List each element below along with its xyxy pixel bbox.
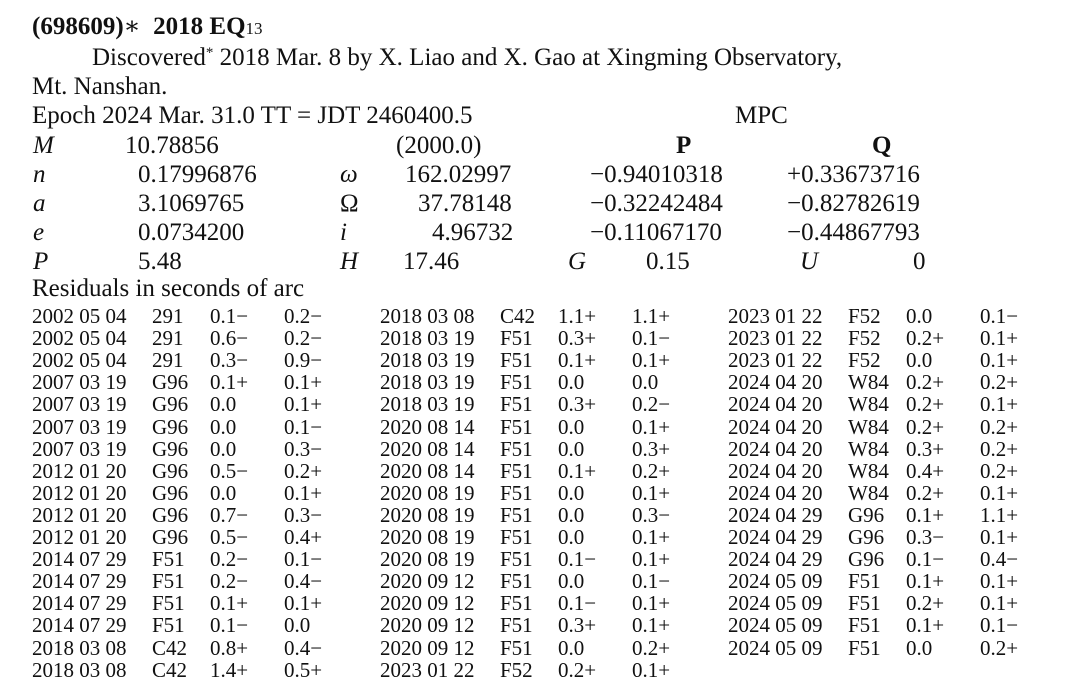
residual-ra: 0.1+: [906, 613, 945, 638]
residual-dec: 0.4−: [980, 547, 1019, 572]
label-e: e: [33, 219, 45, 246]
residual-ra: 0.0: [906, 304, 933, 328]
i-p-value: −0.11067170: [590, 219, 722, 246]
label-G: G: [568, 248, 587, 275]
residual-ra: 0.2−: [210, 569, 249, 594]
observatory-code: G96: [152, 436, 189, 461]
residual-ra: 0.1−: [210, 613, 249, 638]
residual-dec: 0.5+: [284, 657, 323, 682]
observatory-code: F51: [152, 547, 185, 572]
source-label: MPC: [735, 102, 788, 129]
residual-date: 2014 07 29: [32, 547, 127, 572]
residual-date: 2024 04 29: [728, 547, 823, 572]
residual-dec: 0.9−: [284, 348, 323, 373]
residual-dec: 0.1+: [632, 525, 671, 549]
residual-dec: 0.4+: [284, 525, 323, 549]
residual-date: 2002 05 04: [32, 326, 127, 351]
q-vector-header: Q: [872, 132, 892, 159]
residual-ra: 0.2+: [906, 392, 945, 417]
residual-ra: 0.1−: [558, 591, 597, 616]
residual-dec: 0.2−: [284, 326, 323, 351]
observatory-code: F52: [848, 348, 881, 373]
residual-ra: 0.0: [558, 569, 585, 594]
residual-ra: 0.3+: [558, 613, 597, 638]
residual-date: 2018 03 19: [380, 326, 475, 351]
equinox-label: (2000.0): [396, 132, 482, 159]
residuals-heading: Residuals in seconds of arc: [32, 275, 305, 302]
residual-ra: 0.0: [558, 525, 585, 549]
residual-dec: 0.3−: [284, 436, 323, 461]
residual-ra: 0.6−: [210, 326, 249, 351]
residual-dec: 0.2+: [980, 370, 1019, 395]
observatory-code: W84: [848, 436, 889, 461]
residual-dec: 0.1+: [980, 525, 1019, 549]
residual-date: 2024 04 29: [728, 525, 823, 549]
residual-date: 2020 08 19: [380, 525, 475, 549]
value-H: 17.46: [403, 248, 460, 275]
residual-date: 2024 04 20: [728, 436, 823, 461]
residual-ra: 0.1+: [906, 502, 945, 527]
residual-date: 2024 05 09: [728, 569, 823, 594]
residual-date: 2020 08 14: [380, 436, 475, 461]
residual-date: 2024 04 20: [728, 370, 823, 395]
observatory-code: F51: [152, 613, 185, 638]
observatory-code: F51: [500, 348, 533, 373]
residual-date: 2023 01 22: [728, 304, 823, 328]
residual-dec: 0.1+: [632, 480, 671, 505]
residual-date: 2018 03 08: [380, 304, 475, 328]
residual-date: 2007 03 19: [32, 392, 127, 417]
observatory-code: F51: [500, 502, 533, 527]
residual-ra: 0.0: [558, 635, 585, 660]
residual-date: 2024 05 09: [728, 635, 823, 660]
value-G: 0.15: [646, 248, 690, 275]
residual-date: 2020 08 14: [380, 414, 475, 439]
residual-dec: 0.2+: [632, 635, 671, 660]
Omega-q-value: −0.82782619: [787, 190, 920, 217]
residual-dec: 0.2+: [980, 436, 1019, 461]
residual-ra: 0.1+: [558, 348, 597, 373]
residual-dec: 0.1+: [980, 392, 1019, 417]
value-e: 0.0734200: [138, 219, 245, 246]
residual-ra: 0.5−: [210, 458, 249, 483]
residual-dec: 0.2+: [632, 458, 671, 483]
residual-dec: 0.2−: [632, 392, 671, 417]
residual-date: 2023 01 22: [728, 348, 823, 373]
residual-ra: 0.2+: [906, 370, 945, 395]
observatory-code: G96: [152, 480, 189, 505]
discovery-footnote-mark: *: [205, 45, 214, 61]
residual-date: 2024 05 09: [728, 591, 823, 616]
residual-ra: 0.0: [558, 370, 585, 395]
residual-ra: 0.1+: [210, 591, 249, 616]
residual-ra: 0.2+: [558, 657, 597, 682]
observatory-code: C42: [152, 635, 188, 660]
observatory-code: F51: [500, 414, 533, 439]
observatory-code: F51: [500, 392, 533, 417]
residual-date: 2023 01 22: [380, 657, 475, 682]
value-a: 3.1069765: [138, 190, 245, 217]
label-Omega: Ω: [340, 190, 359, 217]
residual-dec: 0.4−: [284, 569, 323, 594]
residual-ra: 0.0: [558, 502, 585, 527]
residual-dec: 0.1−: [980, 304, 1019, 328]
label-a: a: [33, 190, 46, 217]
observatory-code: F52: [848, 326, 881, 351]
residual-date: 2007 03 19: [32, 370, 127, 395]
observatory-code: F51: [500, 458, 533, 483]
residual-dec: 1.1+: [632, 304, 671, 328]
residual-date: 2014 07 29: [32, 569, 127, 594]
residual-ra: 0.1−: [906, 547, 945, 572]
residual-ra: 0.2+: [906, 480, 945, 505]
residual-ra: 0.0: [558, 436, 585, 461]
discovery-line-1: [92, 45, 842, 70]
omega-q-value: +0.33673716: [787, 161, 920, 188]
residual-ra: 0.0: [558, 414, 585, 439]
residual-date: 2020 09 12: [380, 613, 475, 638]
residual-date: 2012 01 20: [32, 525, 127, 549]
value-Omega: 37.78148: [418, 190, 512, 217]
residual-date: 2020 09 12: [380, 635, 475, 660]
residual-ra: 0.3−: [906, 525, 945, 549]
observatory-code: G96: [152, 370, 189, 395]
label-omega: ω: [340, 161, 358, 188]
residual-dec: 0.1+: [284, 591, 323, 616]
residual-ra: 0.3+: [906, 436, 945, 461]
residual-date: 2014 07 29: [32, 613, 127, 638]
Omega-p-value: −0.32242484: [590, 190, 723, 217]
residual-ra: 0.2+: [906, 326, 945, 351]
observatory-code: 291: [152, 304, 184, 328]
residual-dec: 0.1+: [284, 370, 323, 395]
object-number: (698609): [32, 13, 124, 40]
observatory-code: F51: [500, 480, 533, 505]
residual-ra: 0.3−: [210, 348, 249, 373]
residual-date: 2012 01 20: [32, 502, 127, 527]
observatory-code: W84: [848, 392, 889, 417]
residual-dec: 0.1+: [980, 591, 1019, 616]
residual-dec: 0.1+: [284, 392, 323, 417]
label-period: P: [33, 248, 49, 275]
observatory-code: W84: [848, 370, 889, 395]
residual-date: 2012 01 20: [32, 458, 127, 483]
residual-ra: 0.0: [906, 635, 933, 660]
residual-dec: 0.1−: [284, 414, 323, 439]
residual-date: 2023 01 22: [728, 326, 823, 351]
residual-dec: 0.3−: [632, 502, 671, 527]
residual-ra: 0.0: [210, 414, 237, 439]
residual-ra: 0.1−: [210, 304, 249, 328]
value-i: 4.96732: [432, 219, 514, 246]
observatory-code: F51: [500, 326, 533, 351]
observatory-code: F51: [500, 547, 533, 572]
observatory-code: F51: [152, 569, 185, 594]
residual-dec: 0.1+: [632, 348, 671, 373]
residual-ra: 0.1+: [558, 458, 597, 483]
observatory-code: G96: [152, 502, 189, 527]
discovery-text-a: Discovered: [92, 44, 206, 71]
residual-ra: 0.0: [210, 436, 237, 461]
residual-dec: 0.0: [632, 370, 659, 395]
residual-dec: 0.1+: [632, 547, 671, 572]
residual-dec: 0.1+: [632, 657, 671, 682]
residual-date: 2020 08 19: [380, 480, 475, 505]
residual-ra: 0.3+: [558, 326, 597, 351]
observatory-code: F51: [500, 569, 533, 594]
p-vector-header: P: [676, 132, 692, 159]
residual-date: 2018 03 08: [32, 657, 127, 682]
residual-ra: 0.5−: [210, 525, 249, 549]
value-n: 0.17996876: [138, 161, 257, 188]
observatory-code: F51: [500, 591, 533, 616]
residual-ra: 0.2+: [906, 591, 945, 616]
label-n: n: [33, 161, 46, 188]
observatory-code: G96: [152, 525, 189, 549]
residual-date: 2024 04 20: [728, 480, 823, 505]
residual-date: 2002 05 04: [32, 304, 127, 328]
object-designation: 2018 EQ: [153, 13, 246, 40]
residual-date: 2014 07 29: [32, 591, 127, 616]
observatory-code: F51: [848, 635, 881, 660]
residual-dec: 0.1+: [632, 414, 671, 439]
observatory-code: F51: [500, 613, 533, 638]
residual-date: 2018 03 19: [380, 348, 475, 373]
residual-ra: 0.3+: [558, 392, 597, 417]
residual-dec: 0.3−: [284, 502, 323, 527]
observatory-code: 291: [152, 326, 184, 351]
observatory-code: W84: [848, 458, 889, 483]
residual-date: 2012 01 20: [32, 480, 127, 505]
residual-ra: 1.4+: [210, 657, 249, 682]
residual-date: 2024 04 20: [728, 458, 823, 483]
label-U: U: [800, 248, 819, 275]
label-H: H: [340, 248, 359, 275]
residual-dec: 0.0: [284, 613, 311, 638]
residual-date: 2024 04 20: [728, 392, 823, 417]
observatory-code: F51: [848, 613, 881, 638]
discovery-line-2: Mt. Nanshan.: [32, 73, 168, 100]
observatory-code: W84: [848, 414, 889, 439]
residual-dec: 0.1+: [980, 569, 1019, 594]
observatory-code: G96: [848, 502, 885, 527]
residual-dec: 0.1+: [632, 591, 671, 616]
label-M: M: [33, 132, 54, 159]
residual-date: 2020 08 14: [380, 458, 475, 483]
value-U: 0: [913, 248, 926, 275]
residual-date: 2020 09 12: [380, 569, 475, 594]
residual-ra: 0.0: [210, 480, 237, 505]
residual-ra: 1.1+: [558, 304, 597, 328]
residual-date: 2024 04 20: [728, 414, 823, 439]
value-M: 10.78856: [125, 132, 219, 159]
object-title: [32, 14, 263, 39]
residual-date: 2002 05 04: [32, 348, 127, 373]
i-q-value: −0.44867793: [787, 219, 920, 246]
value-omega: 162.02997: [405, 161, 512, 188]
residual-ra: 0.8+: [210, 635, 249, 660]
observatory-code: G96: [848, 525, 885, 549]
residual-ra: 0.0: [210, 392, 237, 417]
observatory-code: F51: [500, 525, 533, 549]
value-period: 5.48: [138, 248, 182, 275]
residual-ra: 0.1+: [210, 370, 249, 395]
residual-date: 2024 04 29: [728, 502, 823, 527]
residual-dec: 0.1+: [632, 613, 671, 638]
residual-date: 2007 03 19: [32, 436, 127, 461]
residual-dec: 0.2+: [980, 414, 1019, 439]
observatory-code: G96: [152, 458, 189, 483]
residual-dec: 1.1+: [980, 502, 1019, 527]
residual-dec: 0.1+: [980, 348, 1019, 373]
residual-dec: 0.1−: [980, 613, 1019, 638]
residual-dec: 0.1−: [632, 326, 671, 351]
epoch-line: Epoch 2024 Mar. 31.0 TT = JDT 2460400.5: [32, 102, 473, 129]
residual-ra: 0.0: [558, 480, 585, 505]
residual-ra: 0.1−: [558, 547, 597, 572]
observatory-code: C42: [500, 304, 536, 328]
residual-ra: 0.4+: [906, 458, 945, 483]
residual-dec: 0.1+: [284, 480, 323, 505]
title-star: ∗: [123, 13, 141, 40]
observatory-code: F52: [848, 304, 881, 328]
observatory-code: F51: [500, 635, 533, 660]
residual-date: 2024 05 09: [728, 613, 823, 638]
observatory-code: F51: [152, 591, 185, 616]
residual-dec: 0.2+: [980, 458, 1019, 483]
residual-date: 2020 08 19: [380, 502, 475, 527]
residual-ra: 0.7−: [210, 502, 249, 527]
observatory-code: F51: [500, 370, 533, 395]
residual-date: 2018 03 19: [380, 392, 475, 417]
residual-date: 2020 09 12: [380, 591, 475, 616]
residual-dec: 0.1−: [284, 547, 323, 572]
observatory-code: W84: [848, 480, 889, 505]
designation-subscript: 13: [245, 19, 263, 38]
residual-date: 2018 03 08: [32, 635, 127, 660]
observatory-code: G96: [848, 547, 885, 572]
residual-dec: 0.2+: [980, 635, 1019, 660]
residual-dec: 0.1+: [980, 326, 1019, 351]
residual-date: 2020 08 19: [380, 547, 475, 572]
observatory-code: G96: [152, 392, 189, 417]
observatory-code: F52: [500, 657, 533, 682]
residual-ra: 0.1+: [906, 569, 945, 594]
residual-date: 2007 03 19: [32, 414, 127, 439]
label-i: i: [340, 219, 347, 246]
residual-dec: 0.1−: [632, 569, 671, 594]
discovery-text-b: 2018 Mar. 8 by X. Liao and X. Gao at Xingming Observatory,: [213, 44, 843, 71]
observatory-code: F51: [848, 591, 881, 616]
residual-ra: 0.2−: [210, 547, 249, 572]
residual-dec: 0.4−: [284, 635, 323, 660]
observatory-code: C42: [152, 657, 188, 682]
residual-dec: 0.3+: [632, 436, 671, 461]
omega-p-value: −0.94010318: [590, 161, 723, 188]
residual-dec: 0.2+: [284, 458, 323, 483]
observatory-code: F51: [848, 569, 881, 594]
residual-date: 2018 03 19: [380, 370, 475, 395]
observatory-code: F51: [500, 436, 533, 461]
observatory-code: G96: [152, 414, 189, 439]
residual-dec: 0.1+: [980, 480, 1019, 505]
residual-ra: 0.2+: [906, 414, 945, 439]
observatory-code: 291: [152, 348, 184, 373]
residual-dec: 0.2−: [284, 304, 323, 328]
residual-ra: 0.0: [906, 348, 933, 373]
